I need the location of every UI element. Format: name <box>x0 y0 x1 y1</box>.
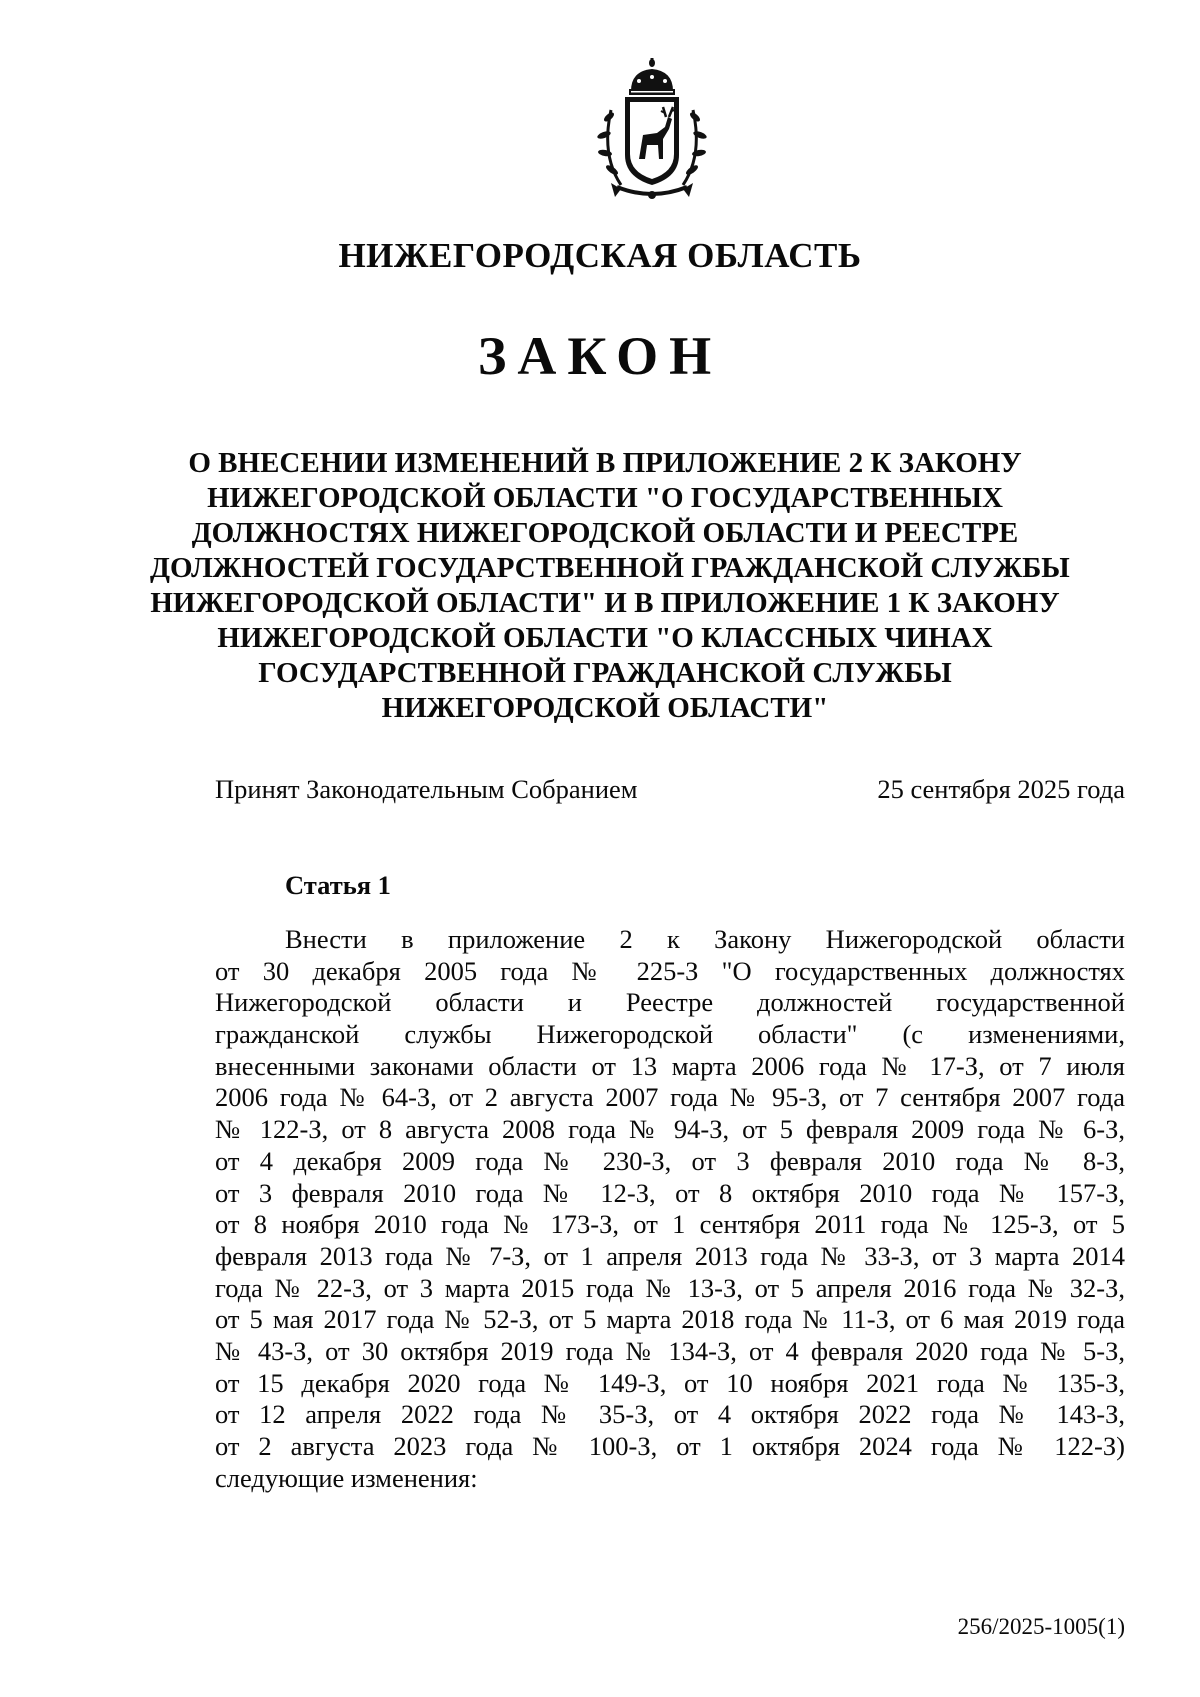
article-body-line: февраля 2013 года № 7-З, от 1 апреля 2013 года № 33-З, от 3 марта 2014 <box>215 1240 1125 1271</box>
article-body-line: № 122-З, от 8 августа 2008 года № 94-З, от 5 февраля 2009 года № 6-З, <box>215 1114 1125 1145</box>
article-body-line: Внести в приложение 2 к Закону Нижегородской области <box>285 924 1125 954</box>
article-body-line: от 5 мая 2017 года № 52-З, от 5 марта 2018 года № 11-З, от 6 мая 2019 года <box>215 1304 1125 1335</box>
law-title-line: ДОЛЖНОСТЯХ НИЖЕГОРОДСКОЙ ОБЛАСТИ И РЕЕСТРЕ <box>191 517 1019 549</box>
region-heading: НИЖЕГОРОДСКАЯ ОБЛАСТЬ <box>338 236 862 275</box>
adopted-by: Принят Законодательным Собранием <box>215 774 638 804</box>
article-body-line: от 3 февраля 2010 года № 12-З, от 8 октября 2010 года № 157-З, <box>215 1177 1125 1208</box>
adoption-line <box>215 772 1125 806</box>
article-body-line: следующие изменения: <box>215 1462 478 1493</box>
article-body-line: года № 22-З, от 3 марта 2015 года № 13-З, от 5 апреля 2016 года № 32-З, <box>215 1272 1125 1303</box>
article-body-line: гражданской службы Нижегородской области" (с изменениями, <box>215 1019 1125 1050</box>
article-body-line: Нижегородской области и Реестре должностей государственной <box>215 987 1125 1018</box>
registration-number: 256/2025-1005(1) <box>957 1614 1125 1639</box>
coat-of-arms-icon <box>587 55 717 205</box>
law-title-line: НИЖЕГОРОДСКОЙ ОБЛАСТИ" И В ПРИЛОЖЕНИЕ 1 К ЗАКОНУ <box>150 587 1060 619</box>
article-body-line: от 4 декабря 2009 года № 230-З, от 3 февраля 2010 года № 8-З, <box>215 1145 1125 1176</box>
adoption-date: 25 сентября 2025 года <box>877 774 1125 804</box>
law-title-line: ДОЛЖНОСТЕЙ ГОСУДАРСТВЕННОЙ ГРАЖДАНСКОЙ СЛУЖБЫ <box>150 552 1070 584</box>
law-title-line: НИЖЕГОРОДСКОЙ ОБЛАСТИ "О ГОСУДАРСТВЕННЫХ <box>207 482 1003 514</box>
document-type-heading: ЗАКОН <box>477 326 723 386</box>
law-title-line: ГОСУДАРСТВЕННОЙ ГРАЖДАНСКОЙ СЛУЖБЫ <box>258 657 952 689</box>
article-body-line: № 43-З, от 30 октября 2019 года № 134-З, от 4 февраля 2020 года № 5-З, <box>215 1335 1125 1366</box>
law-title <box>150 446 1070 726</box>
article-body-line: от 15 декабря 2020 года № 149-З, от 10 ноября 2021 года № 135-З, <box>215 1367 1125 1398</box>
article-body-line: от 30 декабря 2005 года № 225-З "О государственных должностях <box>215 955 1125 986</box>
law-title-line: О ВНЕСЕНИИ ИЗМЕНЕНИЙ В ПРИЛОЖЕНИЕ 2 К ЗАКОНУ <box>188 447 1022 479</box>
article-body-line: 2006 года № 64-З, от 2 августа 2007 года № 95-З, от 7 сентября 2007 года <box>215 1082 1125 1113</box>
article-body-line: от 8 ноября 2010 года № 173-З, от 1 сентября 2011 года № 125-З, от 5 <box>215 1209 1125 1240</box>
article-body-line: от 12 апреля 2022 года № 35-З, от 4 октября 2022 года № 143-З, <box>215 1399 1125 1430</box>
law-title-line: НИЖЕГОРОДСКОЙ ОБЛАСТИ" <box>381 692 829 724</box>
article-heading: Статья 1 <box>285 870 391 900</box>
article-body-line: внесенными законами области от 13 марта 2006 года № 17-З, от 7 июля <box>215 1050 1125 1081</box>
law-title-line: НИЖЕГОРОДСКОЙ ОБЛАСТИ "О КЛАССНЫХ ЧИНАХ <box>217 622 993 654</box>
article-body <box>215 924 1125 1494</box>
article-body-line: от 2 августа 2023 года № 100-З, от 1 октября 2024 года № 122-З) <box>215 1431 1125 1461</box>
